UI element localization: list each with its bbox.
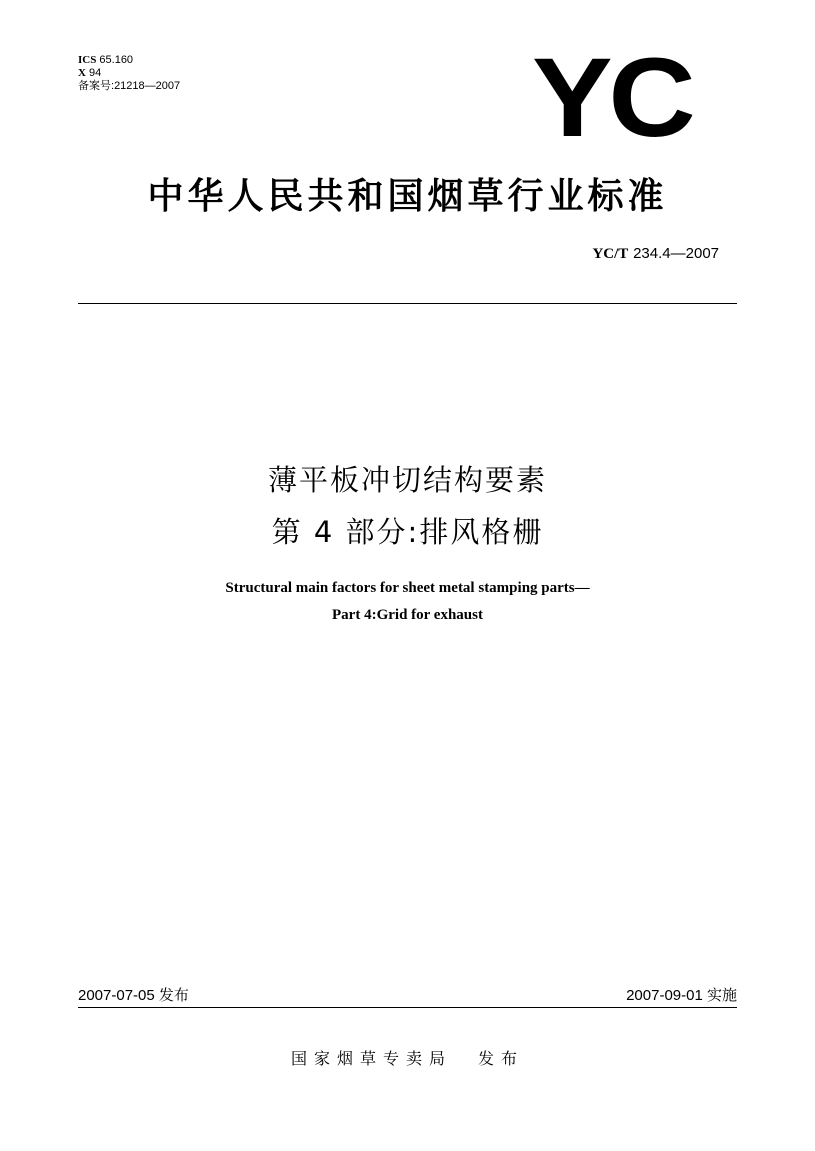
footer-divider — [78, 1007, 737, 1008]
standard-code-prefix: YC/T — [592, 246, 629, 262]
classification-code — [78, 67, 180, 80]
title-en-line-1: Structural main factors for sheet metal stamping parts— — [225, 580, 590, 596]
ics-value: 65.160 — [99, 54, 134, 66]
publish-date: 2007-07-05 发布 — [78, 987, 189, 1004]
header-divider — [78, 303, 737, 304]
ics-label: ICS — [78, 54, 97, 66]
issuer-name: 国家烟草专卖局 — [290, 1049, 452, 1068]
issuer — [0, 1046, 815, 1069]
classification-value: 94 — [89, 67, 102, 79]
title-en-line-2: Part 4:Grid for exhaust — [332, 607, 483, 623]
record-value: 21218—2007 — [114, 80, 181, 92]
issuer-action: 发布 — [478, 1049, 525, 1068]
title-cn-line-1: 薄平板冲切结构要素 — [267, 463, 547, 497]
record-label: 备案号: — [78, 80, 115, 92]
classification-label: X — [78, 67, 86, 79]
yc-logo: YC — [532, 35, 692, 160]
standard-name: 中华人民共和国烟草行业标准 — [147, 176, 668, 217]
document-metadata — [78, 54, 180, 93]
standard-code-number: 234.4—2007 — [633, 245, 719, 262]
standard-number — [592, 244, 719, 263]
ics-code — [78, 54, 180, 67]
implement-date: 2007-09-01 实施 — [626, 987, 737, 1004]
record-number — [78, 80, 180, 93]
title-cn-line-2: 第 4 部分:排风格栅 — [271, 515, 544, 549]
